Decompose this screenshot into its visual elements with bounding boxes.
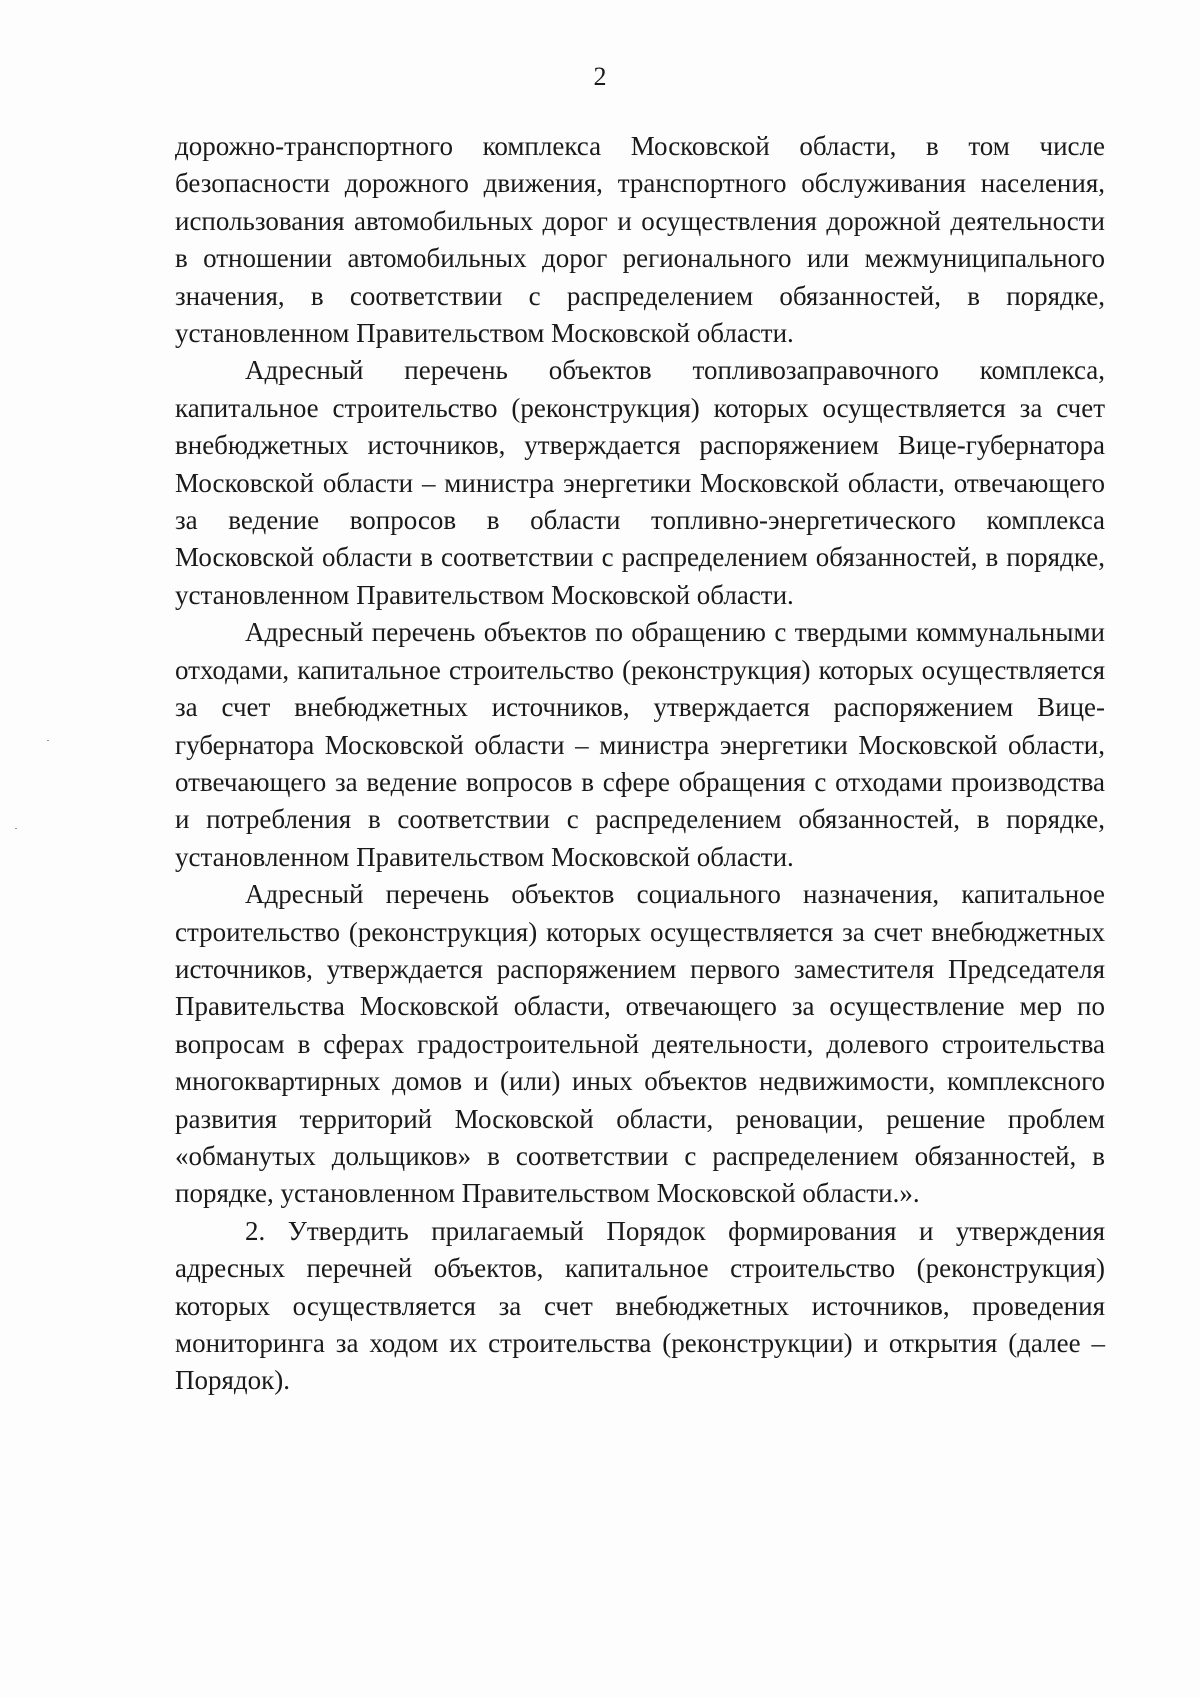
scan-speck [15,828,17,829]
paragraph-item-2: 2. Утвердить прилагаемый Порядок формирования и утверждения адресных перечней объектов, капитальное строительство (реконструкция) которых осуществляется за счет внебюджетных источников, проведения мониторинга за ходом их строительства (реконструкции) и открытия (далее – Порядок). [175,1215,1105,1396]
scan-speck [47,740,49,741]
paragraph-continuation: дорожно-транспортного комплекса Московской области, в том числе безопасности дорожного движения, транспортного обслуживания населения, использования автомобильных дорог и осуществления дорожной деятельности в отношении автомобильных дорог регионального или межмуниципального значения, в соответствии с распределением обязанностей, в порядке, установленном Правительством Московской области. [175,131,1105,349]
paragraph-fuel-complex: Адресный перечень объектов топливозаправочного комплекса, капитальное строительство (реконструкция) которых осуществляется за счет внебюджетных источников, утверждается распоряжением Вице-губернатора Московской области – министра энергетики Московской области, отвечающего за ведение вопросов в области топливно-энергетического комплекса Московской области в соответствии с распределением обязанностей, в порядке, установленном Правительством Московской области. [175,355,1105,610]
document-body [175,128,1105,1400]
paragraph-solid-waste: Адресный перечень объектов по обращению с твердыми коммунальными отходами, капитальное строительство (реконструкция) которых осуществляется за счет внебюджетных источников, утверждается распоряжением Вице-губернатора Московской области – министра энергетики Московской области, отвечающего за ведение вопросов в сфере обращения с отходами производства и потребления в соответствии с распределением обязанностей, в порядке, установленном Правительством Московской области. [175,617,1105,872]
page-number: 2 [593,62,607,91]
paragraph-social-objects: Адресный перечень объектов социального назначения, капитальное строительство (реконструкция) которых осуществляется за счет внебюджетных источников, утверждается распоряжением первого заместителя Председателя Правительства Московской области, отвечающего за осуществление мер по вопросам в сферах градостроительной деятельности, долевого строительства многоквартирных домов и (или) иных объектов недвижимости, комплексного развития территорий Московской области, реновации, решение проблем «обманутых дольщиков» в соответствии с распределением обязанностей, в порядке, установленном Правительством Московской области.». [175,879,1105,1209]
